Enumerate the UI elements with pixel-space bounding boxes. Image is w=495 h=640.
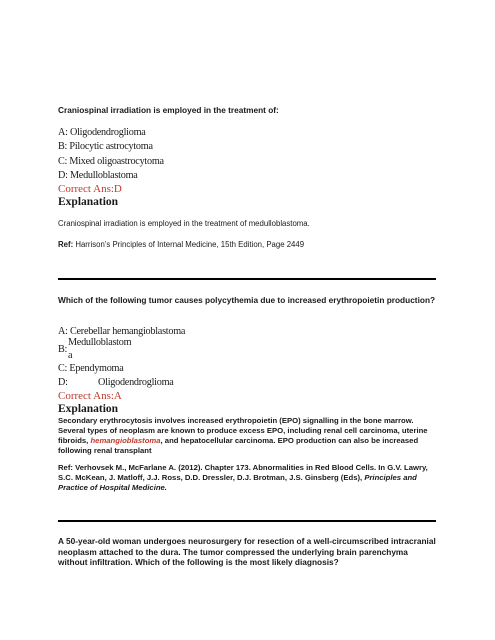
q1-option-b: B: Pilocytic astrocytoma xyxy=(58,141,153,152)
q2-explanation-part2: , and hepatocellular carcinoma. EPO production can also be increased following renal transplant xyxy=(58,435,419,455)
q2-option-d-text: Oligodendroglioma xyxy=(98,377,174,388)
q2-option-c: C: Ependymoma xyxy=(58,363,124,374)
q1-option-a: A: Oligodendroglioma xyxy=(58,127,146,138)
q2-correct-answer: Correct Ans:A xyxy=(58,390,122,402)
q1-explanation-heading: Explanation xyxy=(58,196,119,208)
q1-explanation-text: Craniospinal irradiation is employed in the treatment of medulloblastoma. xyxy=(58,219,310,228)
section-divider-2 xyxy=(58,520,436,522)
q2-option-b-line1: Medulloblastom xyxy=(68,337,132,348)
question-1-text: Craniospinal irradiation is employed in the treatment of: xyxy=(58,105,279,115)
q2-reference xyxy=(58,463,438,493)
q1-reference xyxy=(58,240,304,250)
q2-option-a: A: Cerebellar hemangioblastoma xyxy=(58,326,186,337)
q2-option-d-letter: D: xyxy=(58,377,68,388)
q1-ref-text: Harrison’s Principles of Internal Medicine, 15th Edition, Page 2449 xyxy=(75,240,305,249)
section-divider-1 xyxy=(58,278,436,280)
q2-ref-part1: Ref: Verhovsek M., McFarlane A. (2012). Chapter 173. Abnormalities in Red Blood Cells. In G.V. Lawry, S.C. McKean, J. Matloff, J.J. Ross, D.D. Dressler, D.J. Brotman, J.S. Ginsberg (Eds), xyxy=(58,463,428,482)
q2-explanation-heading: Explanation xyxy=(58,403,119,415)
q1-option-c: C: Mixed oligoastrocytoma xyxy=(58,156,164,167)
q2-explanation-part1: Secondary erythrocytosis involves increased erythropoietin (EPO) signalling in the bone marrow. Several types of neoplasm are known to produce excess EPO, including renal cell carcinoma, uterine fibroids, xyxy=(58,416,428,445)
question-3-text: A 50-year-old woman undergoes neurosurgery for resection of a well-circumscribed intracranial neoplasm attached to the dura. The tumor compressed the underlying brain parenchyma without infiltration. Which of the following is the most likely diagnosis? xyxy=(58,536,436,568)
q1-correct-answer: Correct Ans:D xyxy=(58,183,122,195)
q2-explanation-highlight: hemangioblastoma xyxy=(90,435,161,445)
q2-option-b-letter: B: xyxy=(58,344,68,355)
question-2-text: Which of the following tumor causes polycythemia due to increased erythropoietin production? xyxy=(58,295,436,305)
q1-option-d: D: Medulloblastoma xyxy=(58,170,138,181)
q2-explanation-text xyxy=(58,416,438,456)
q1-ref-label: Ref: xyxy=(58,240,74,249)
q2-option-b-line2: a xyxy=(68,350,73,361)
q2-ref-italic: Principles and Practice of Hospital Medicine. xyxy=(58,472,417,492)
